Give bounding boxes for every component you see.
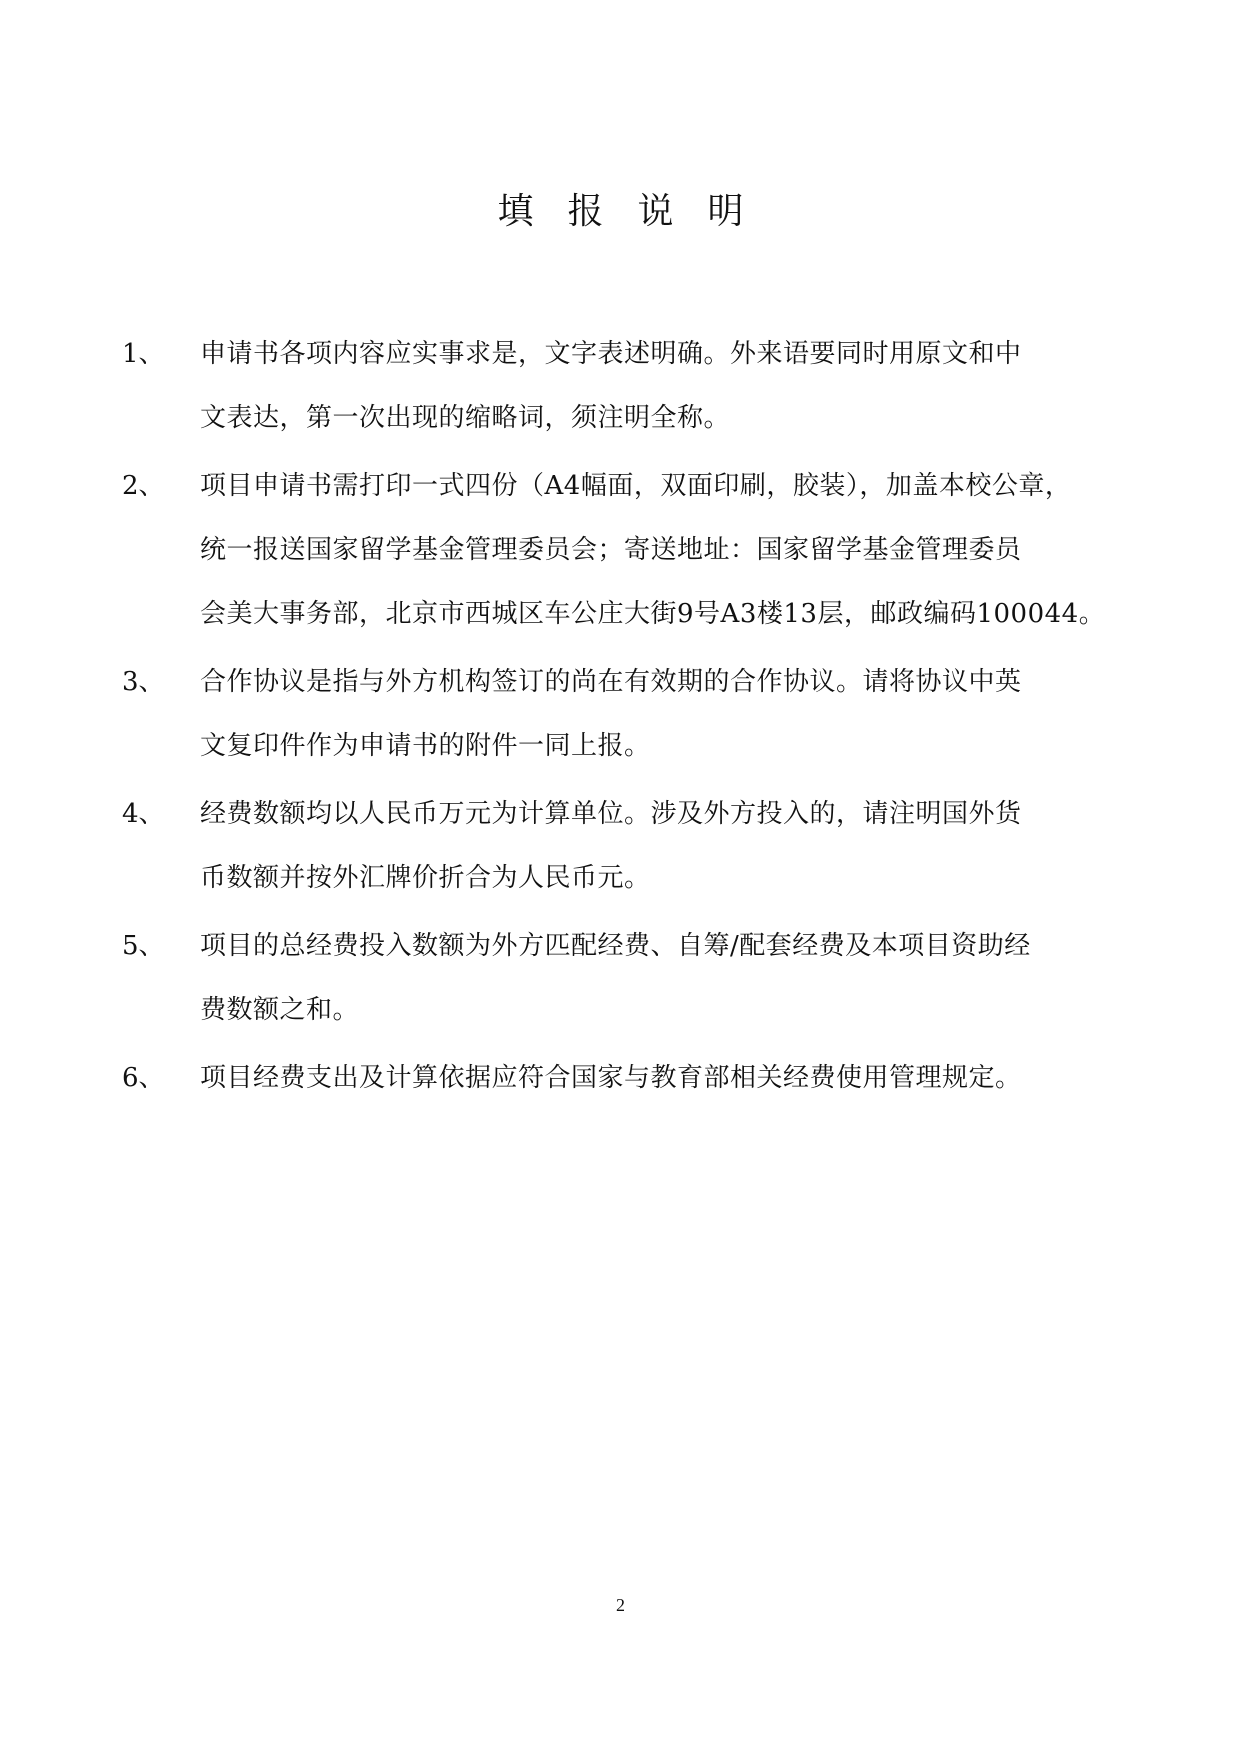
item-number: 5、 (122, 931, 165, 961)
item-text-line: 合作协议是指与外方机构签订的尚在有效期的合作协议。请将协议中英 (200, 667, 1022, 697)
page-title: 填报说明 (497, 191, 778, 232)
item-text-line: 费数额之和。 (200, 995, 360, 1025)
instruction-item-6 (122, 1046, 1132, 1110)
item-text-line: 文复印件作为申请书的附件一同上报。 (200, 731, 651, 761)
item-text (200, 650, 1132, 778)
item-text (200, 1046, 1132, 1110)
item-number: 1、 (122, 339, 165, 369)
item-text (200, 322, 1132, 450)
item-number: 4、 (122, 799, 165, 829)
item-text-line: 币数额并按外汇牌价折合为人民币元。 (200, 863, 651, 893)
item-text (200, 914, 1132, 1042)
instruction-item-5 (122, 914, 1132, 1042)
item-text-line: 项目申请书需打印一式四份（A4幅面，双面印刷，胶装），加盖本校公章， (200, 471, 1072, 501)
item-text-line: 经费数额均以人民币万元为计算单位。涉及外方投入的，请注明国外货 (200, 799, 1022, 829)
item-text-line: 统一报送国家留学基金管理委员会；寄送地址：国家留学基金管理委员 (200, 535, 1022, 565)
item-text-line: 文表达，第一次出现的缩略词，须注明全称。 (200, 403, 731, 433)
page-number: 2 (616, 1595, 625, 1615)
instruction-item-1 (122, 322, 1132, 450)
item-number: 6、 (122, 1063, 165, 1093)
item-number: 2、 (122, 471, 165, 501)
item-text (200, 454, 1132, 646)
item-text-line: 会美大事务部，北京市西城区车公庄大街9号A3楼13层，邮政编码100044。 (200, 599, 1106, 629)
item-number: 3、 (122, 667, 165, 697)
item-text-line: 申请书各项内容应实事求是，文字表述明确。外来语要同时用原文和中 (200, 339, 1022, 369)
instruction-item-2 (122, 454, 1132, 646)
instruction-item-3 (122, 650, 1132, 778)
instruction-list (122, 322, 1132, 1114)
item-text-line: 项目的总经费投入数额为外方匹配经费、自筹/配套经费及本项目资助经 (200, 931, 1031, 961)
item-text (200, 782, 1132, 910)
instruction-item-4 (122, 782, 1132, 910)
item-text-line: 项目经费支出及计算依据应符合国家与教育部相关经费使用管理规定。 (200, 1063, 1022, 1093)
